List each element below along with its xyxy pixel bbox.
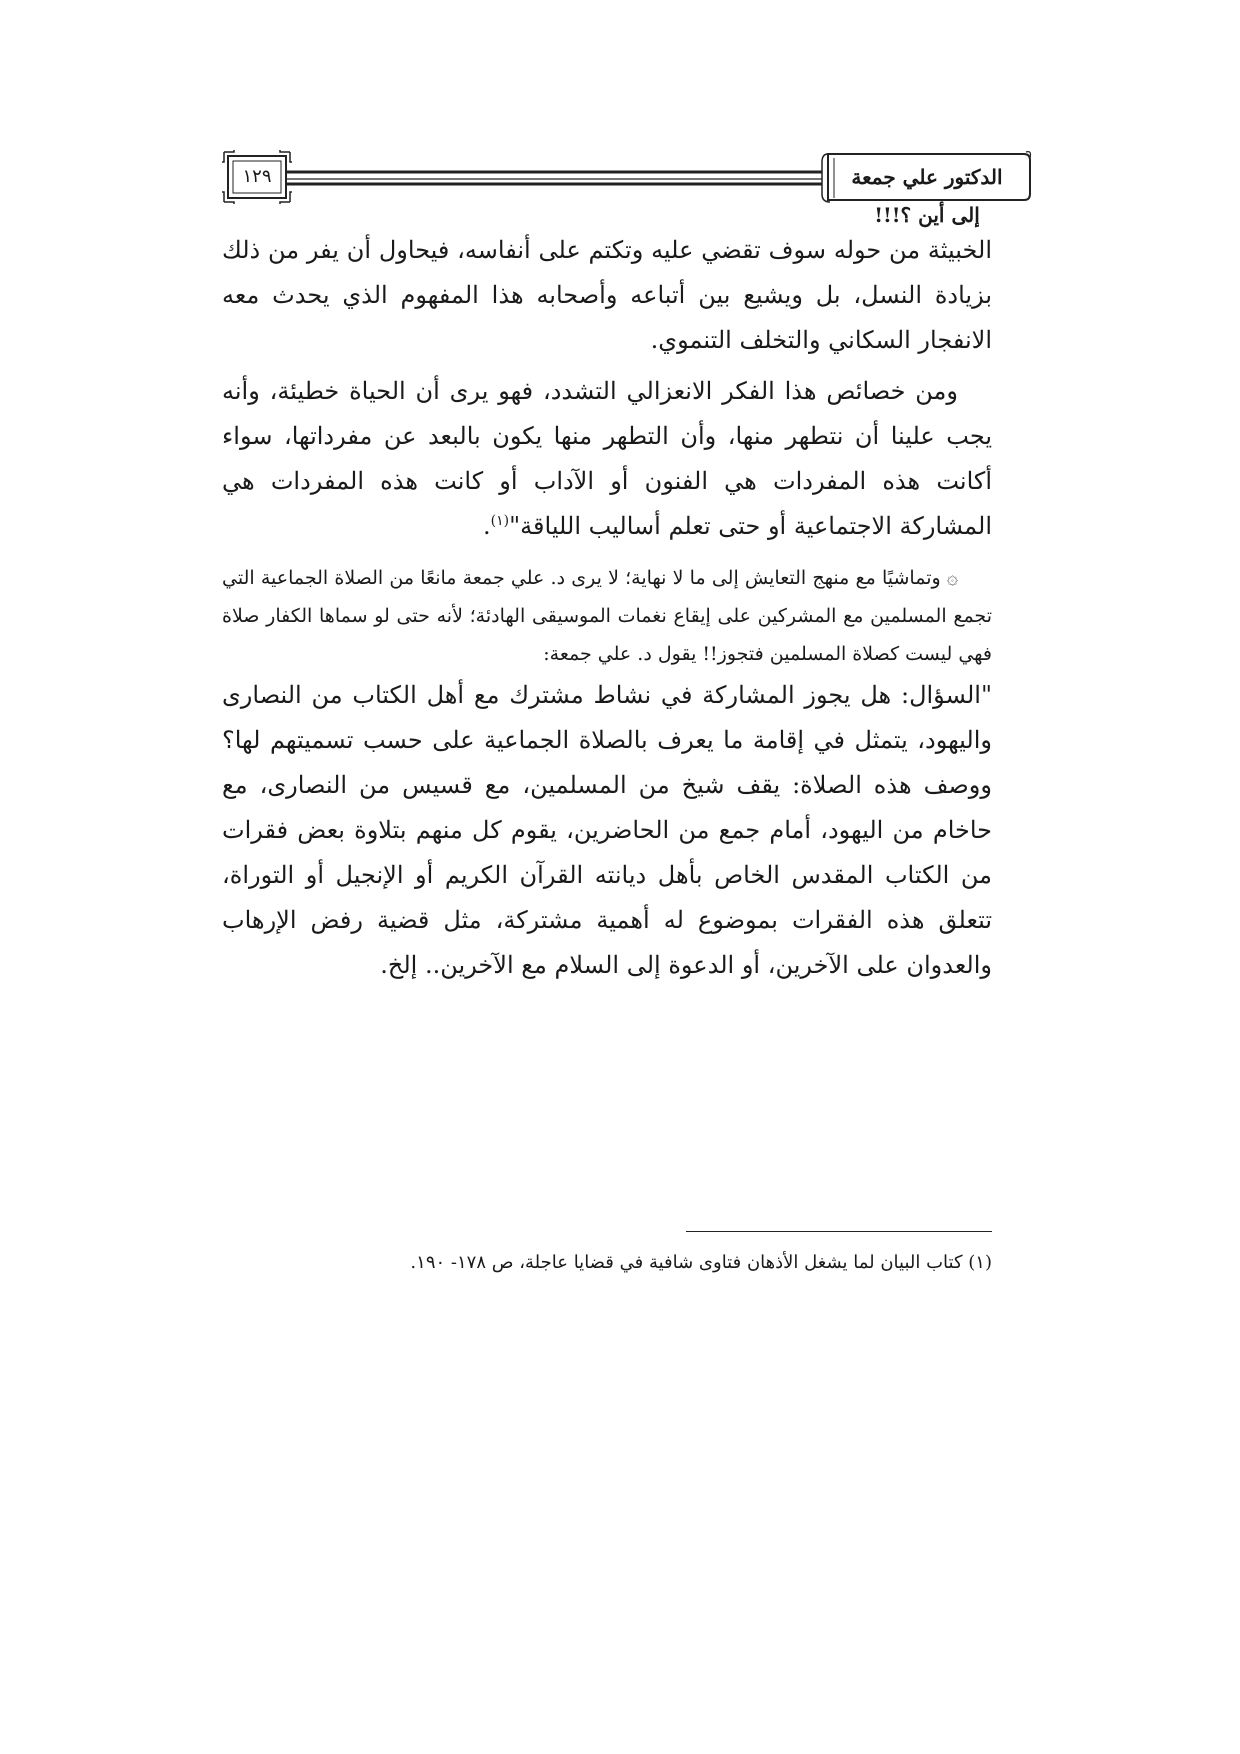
footnote-reference: (١) <box>490 513 510 529</box>
footnote-1: (١) كتاب البيان لما يشغل الأذهان فتاوى شافية في قضايا عاجلة، ص ١٧٨- ١٩٠. <box>410 1252 992 1273</box>
page-header <box>222 148 1032 227</box>
footnote-divider <box>686 1231 992 1232</box>
section-ornament-icon: ۞ <box>946 567 959 589</box>
paragraph-2-text: ومن خصائص هذا الفكر الانعزالي التشدد، فهو يرى أن الحياة خطيئة، وأنه يجب علينا أن نتطهر منها، وأن التطهر منها يكون بالبعد عن مفرداتها، سواء أكانت هذه المفردات هي الفنون أو الآداب أو كانت هذه المفردات هي المشاركة الاجتماعية أو حتى تعلم أساليب اللياقة" <box>222 377 992 540</box>
paragraph-3 <box>222 559 992 673</box>
paragraph-3-text: وتماشيًا مع منهج التعايش إلى ما لا نهاية؛ لا يرى د. علي جمعة مانعًا من الصلاة الجماعية التي تجمع المسلمين مع المشركين على إيقاع نغمات الموسيقى الهادئة؛ لأنه حتى لو سماها الكفار صلاة فهي ليست كصلاة المسلمين فتجوز!! يقول د. علي جمعة: <box>222 567 992 665</box>
page-body <box>222 228 992 988</box>
paragraph-2-end: . <box>483 512 491 540</box>
paragraph-2 <box>222 369 992 549</box>
running-title: الدكتور علي جمعة إلى أين ؟!!! <box>851 165 1003 227</box>
paragraph-1: الخبيثة من حوله سوف تقضي عليه وتكتم على أنفاسه، فيحاول أن يفر من ذلك بزيادة النسل، بل ويشيع بين أتباعه وأصحابه هذا المفهوم الذي يحدث معه الانفجار السكاني والتخلف التنموي. <box>222 236 992 354</box>
page-number: ١٢٩ <box>242 166 272 187</box>
quoted-question: "السؤال: هل يجوز المشاركة في نشاط مشترك مع أهل الكتاب من النصارى واليهود، يتمثل في إقامة ما يعرف بالصلاة الجماعية على حسب تسميتهم لها؟ ووصف هذه الصلاة: يقف شيخ من المسلمين، مع قسيس من النصارى، مع حاخام من اليهود، أمام جمع من الحاضرين، يقوم كل منهم بتلاوة بعض فقرات من الكتاب المقدس الخاص بأهل ديانته القرآن الكريم أو الإنجيل أو التوراة، تتعلق هذه الفقرات بموضوع له أهمية مشتركة، مثل قضية رفض الإرهاب والعدوان على الآخرين، أو الدعوة إلى السلام مع الآخرين.. إلخ. <box>222 681 992 979</box>
